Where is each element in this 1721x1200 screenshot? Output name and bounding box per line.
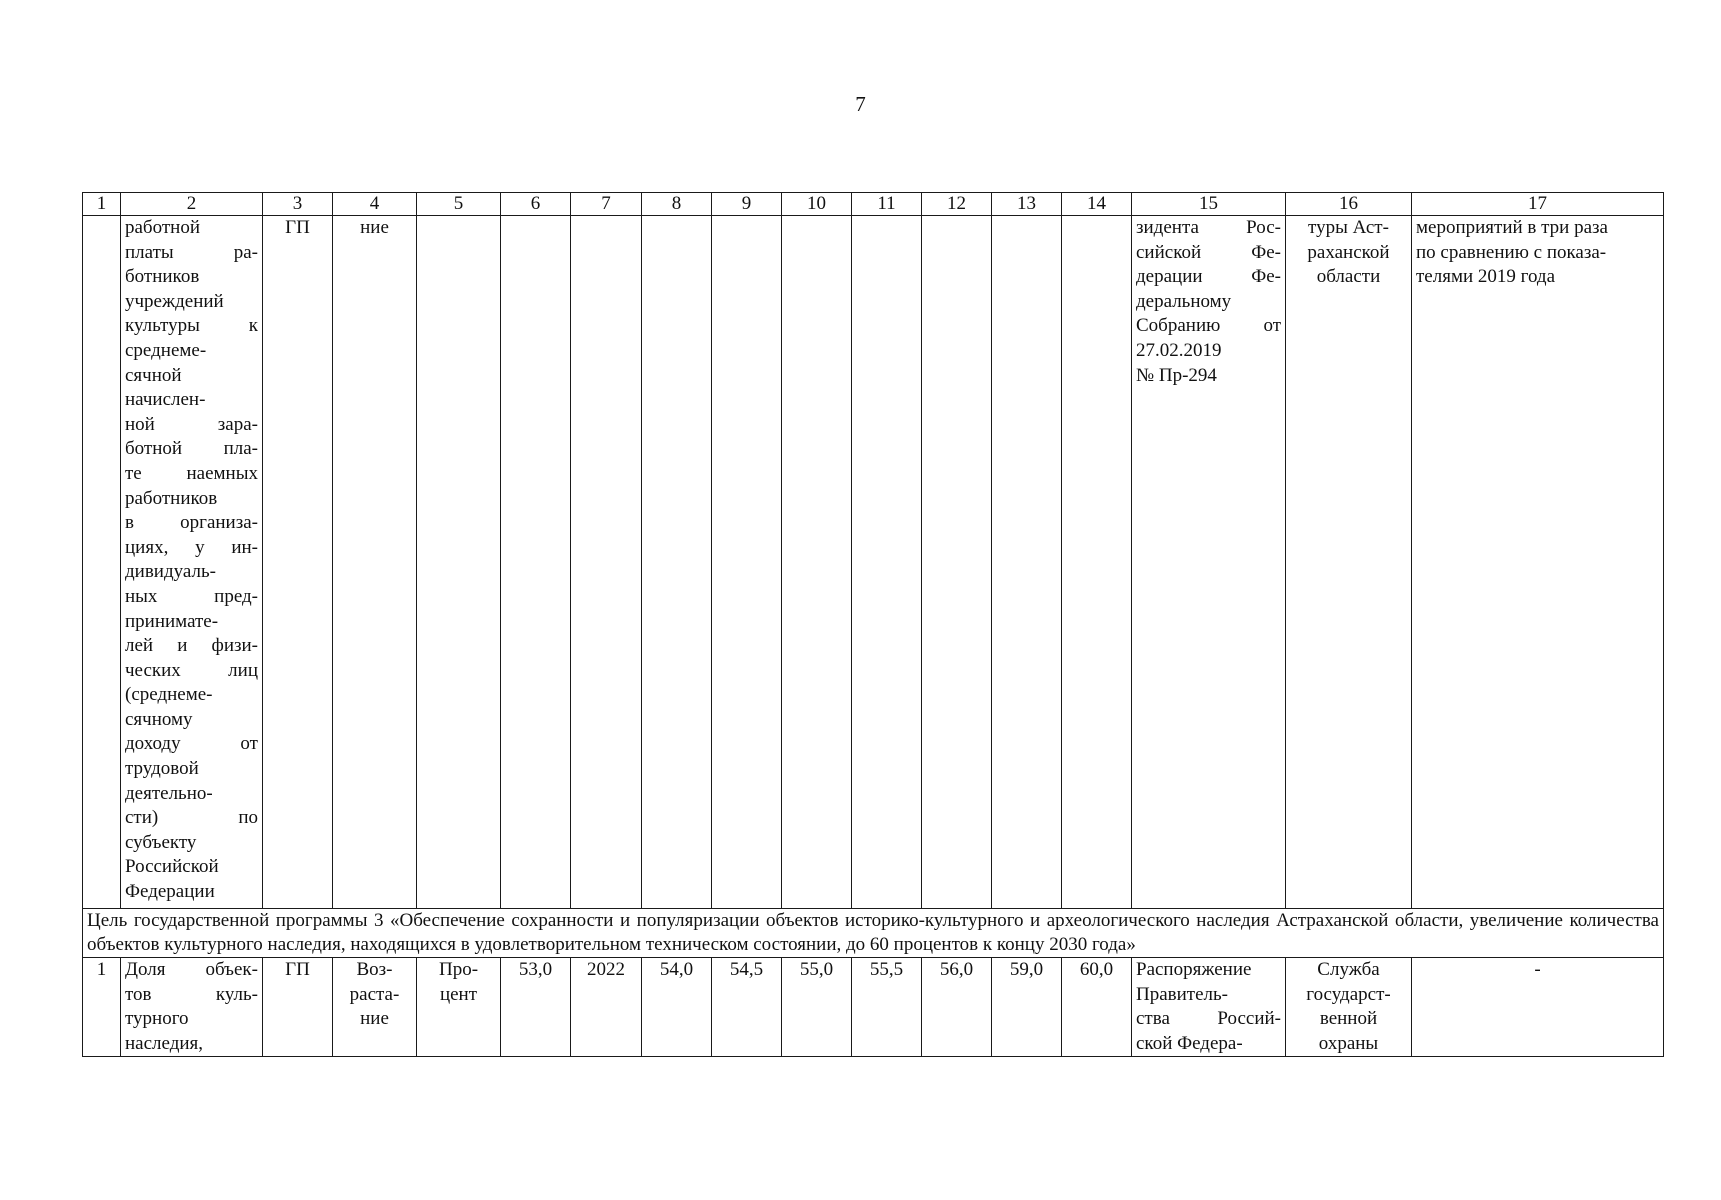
header-col-12: 12 xyxy=(922,193,992,216)
goal-row xyxy=(83,909,1664,958)
header-row xyxy=(83,193,1664,216)
row1-responsible xyxy=(1286,216,1412,909)
header-col-6: 6 xyxy=(501,193,571,216)
row2-value-8: 54,0 xyxy=(642,958,712,1057)
cell-line: туры Аст- xyxy=(1308,217,1389,238)
cell-line: Российской xyxy=(125,856,219,878)
cell-line: сячной xyxy=(125,364,182,386)
cell-line: ной зара- xyxy=(125,413,258,435)
cell-line: раханской xyxy=(1307,241,1390,263)
header-col-11: 11 xyxy=(852,193,922,216)
cell-line: охраны xyxy=(1318,1032,1379,1054)
cell-line: лей и физи- xyxy=(125,635,258,657)
header-col-16: 16 xyxy=(1286,193,1412,216)
header-col-2: 2 xyxy=(121,193,263,216)
row2-indicator-name xyxy=(121,958,263,1057)
cell-line: турного xyxy=(125,1008,189,1030)
row2-level: ГП xyxy=(263,958,333,1057)
row2-base-value: 53,0 xyxy=(501,958,571,1057)
cell-line: работной xyxy=(125,217,200,238)
header-col-4: 4 xyxy=(333,193,417,216)
cell-line: тов куль- xyxy=(125,983,258,1005)
row2-document-basis xyxy=(1132,958,1286,1057)
row2-number: 1 xyxy=(83,958,121,1057)
cell-line: платы ра- xyxy=(125,241,258,263)
cell-line: работников xyxy=(125,487,218,509)
cell-line: наследия, xyxy=(125,1032,204,1054)
cell-line: Служба xyxy=(1317,959,1380,980)
header-col-3: 3 xyxy=(263,193,333,216)
row1-value-2030 xyxy=(1062,216,1132,909)
page-number: 7 xyxy=(855,92,866,116)
row1-value-2024 xyxy=(642,216,712,909)
cell-line: деятельно- xyxy=(125,782,213,804)
cell-line: трудовой xyxy=(125,758,199,780)
cell-line: 27.02.2019 xyxy=(1136,339,1222,361)
row1-number xyxy=(83,216,121,909)
row2-value-9: 54,5 xyxy=(712,958,782,1057)
cell-line: ние xyxy=(360,1008,389,1030)
cell-line: начислен- xyxy=(125,389,206,411)
header-col-8: 8 xyxy=(642,193,712,216)
cell-line: Воз- xyxy=(356,959,393,980)
row1-level: ГП xyxy=(263,216,333,909)
cell-line: сийской Фе- xyxy=(1136,241,1281,263)
cell-line: Собранию от xyxy=(1136,315,1281,337)
row1-document-basis xyxy=(1132,216,1286,909)
cell-line: принимате- xyxy=(125,610,219,632)
row2-unit xyxy=(417,958,501,1057)
header-col-10: 10 xyxy=(782,193,852,216)
row1-indicator-name xyxy=(121,216,263,909)
cell-line: области xyxy=(1316,266,1381,288)
cell-line: ных пред- xyxy=(125,585,258,607)
cell-line: ской Федера- xyxy=(1136,1032,1243,1054)
cell-line: (среднеме- xyxy=(125,684,213,706)
cell-line: деральному xyxy=(1136,290,1232,312)
row2-value-12: 56,0 xyxy=(922,958,992,1057)
cell-line: Доля объек- xyxy=(125,959,258,980)
cell-line: телями 2019 года xyxy=(1416,266,1556,288)
row1-trend: ние xyxy=(333,216,417,909)
row2-base-year: 2022 xyxy=(571,958,642,1057)
row1-relation xyxy=(1412,216,1664,909)
row1-base-year xyxy=(571,216,642,909)
cell-line: учреждений xyxy=(125,290,224,312)
row2-value-11: 55,5 xyxy=(852,958,922,1057)
indicators-table xyxy=(82,192,1664,1057)
row2-trend xyxy=(333,958,417,1057)
header-col-13: 13 xyxy=(992,193,1062,216)
cell-line: ботников xyxy=(125,266,200,288)
row2-relation: - xyxy=(1412,958,1664,1057)
row1-value-2026 xyxy=(782,216,852,909)
table-row xyxy=(83,216,1664,909)
goal-text: Цель государственной программы 3 «Обеспечение сохранности и популяризации объектов историко-культурного и археологического наследия Астраханской области, увеличение количества объектов культурного наследия, находящихся в удовлетворительном техническом состоянии, до 60 процентов к концу 2030 года» xyxy=(83,909,1664,958)
row1-value-2029 xyxy=(992,216,1062,909)
cell-line: зидента Рос- xyxy=(1136,217,1281,238)
table-row xyxy=(83,958,1664,1057)
cell-line: ческих лиц xyxy=(125,659,258,681)
cell-line: среднеме- xyxy=(125,339,207,361)
row1-value-2027 xyxy=(852,216,922,909)
cell-line: раста- xyxy=(349,983,400,1005)
cell-line: доходу от xyxy=(125,733,258,755)
row2-value-14: 60,0 xyxy=(1062,958,1132,1057)
cell-line: сти) по xyxy=(125,807,258,829)
row1-value-2025 xyxy=(712,216,782,909)
cell-line: субъекту xyxy=(125,831,197,853)
header-col-15: 15 xyxy=(1132,193,1286,216)
cell-line: в организа- xyxy=(125,512,258,534)
cell-line: Про- xyxy=(438,959,479,980)
row1-value-2028 xyxy=(922,216,992,909)
cell-line: по сравнению с показа- xyxy=(1416,241,1607,263)
header-col-9: 9 xyxy=(712,193,782,216)
row2-value-10: 55,0 xyxy=(782,958,852,1057)
header-col-7: 7 xyxy=(571,193,642,216)
cell-line: дерации Фе- xyxy=(1136,266,1281,288)
cell-line: государст- xyxy=(1306,983,1391,1005)
cell-line: дивидуаль- xyxy=(125,561,216,583)
row2-responsible xyxy=(1286,958,1412,1057)
cell-line: цент xyxy=(439,983,478,1005)
cell-line: ства Россий- xyxy=(1136,1008,1281,1030)
cell-line: мероприятий в три раза xyxy=(1416,217,1608,238)
cell-line: Правитель- xyxy=(1136,983,1229,1005)
cell-line: циях, у ин- xyxy=(125,536,258,558)
cell-line: ботной пла- xyxy=(125,438,258,460)
row1-base-value xyxy=(501,216,571,909)
cell-line: Федерации xyxy=(125,881,215,903)
cell-line: Распоряжение xyxy=(1136,959,1252,980)
row2-value-13: 59,0 xyxy=(992,958,1062,1057)
cell-line: венной xyxy=(1319,1008,1378,1030)
header-col-5: 5 xyxy=(417,193,501,216)
header-col-1: 1 xyxy=(83,193,121,216)
cell-line: культуры к xyxy=(125,315,258,337)
row1-unit xyxy=(417,216,501,909)
header-col-17: 17 xyxy=(1412,193,1664,216)
header-col-14: 14 xyxy=(1062,193,1132,216)
cell-line: сячному xyxy=(125,708,193,730)
cell-line: те наемных xyxy=(125,462,258,484)
cell-line: № Пр-294 xyxy=(1136,364,1217,386)
